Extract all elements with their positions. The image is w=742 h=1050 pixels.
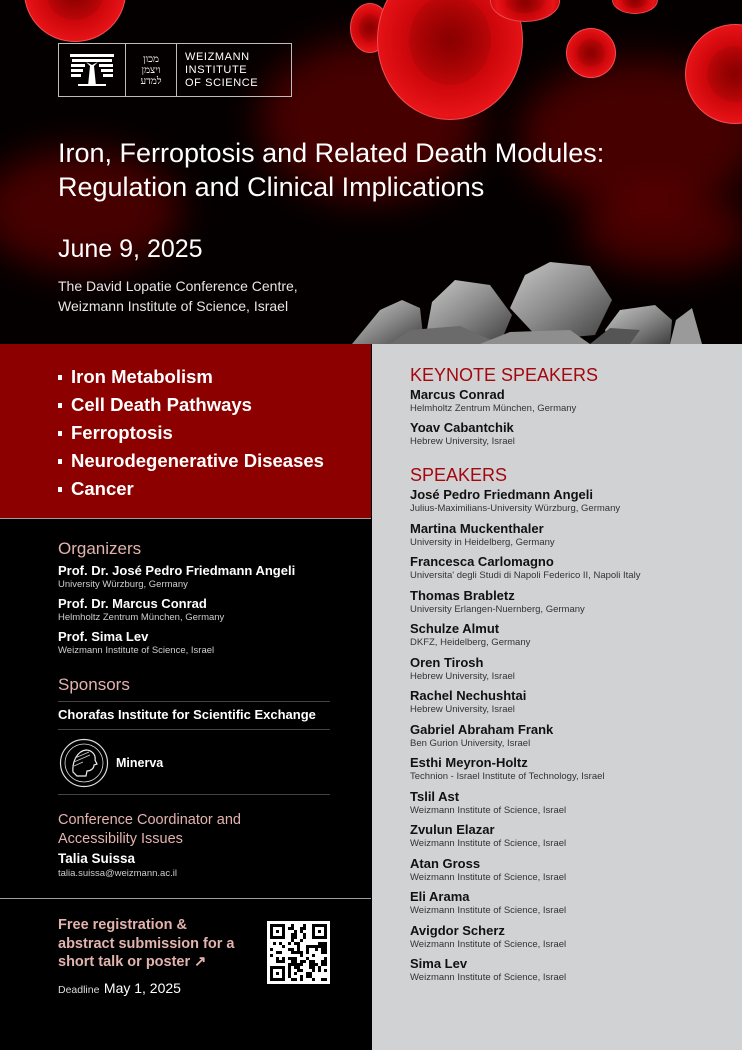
registration-link[interactable] — [58, 916, 258, 972]
sponsor-name: Chorafas Institute for Scientific Exchange — [58, 707, 316, 722]
deadline-label: Deadline — [58, 984, 100, 996]
registration-text: short talk or poster — [58, 954, 191, 970]
hebrew-wordmark — [126, 44, 177, 96]
speaker-name: Gabriel Abraham Frank — [410, 721, 554, 737]
speaker — [410, 889, 566, 916]
divider — [58, 701, 330, 702]
speakers-heading: SPEAKERS — [410, 465, 508, 485]
speaker — [410, 688, 526, 715]
wordmark-line: WEIZMANN — [185, 50, 250, 63]
divider — [58, 794, 330, 795]
tree-emblem-icon — [59, 44, 126, 96]
hebrew-line: ויצמן — [141, 64, 161, 76]
speaker-name: Yoav Cabantchik — [410, 420, 514, 435]
venue-line: The David Lopatie Conference Centre, — [58, 278, 298, 294]
speakers-column — [372, 344, 742, 1050]
speaker-affiliation: Weizmann Institute of Science, Israel — [410, 938, 567, 950]
topics-panel — [0, 344, 371, 518]
speaker-name: Esthi Meyron-Holtz — [410, 755, 528, 770]
speaker — [410, 588, 585, 615]
speaker-affiliation: Helmholtz Zentrum München, Germany — [410, 403, 577, 414]
hero-banner — [0, 0, 742, 344]
speaker-name: Eli Arama — [410, 889, 470, 904]
speaker-name: Avigdor Scherz — [410, 922, 505, 938]
speaker-affiliation: Weizmann Institute of Science, Israel — [410, 905, 567, 916]
speaker — [410, 521, 555, 548]
speaker-affiliation: Weizmann Institute of Science, Israel — [410, 838, 567, 849]
coordinator-heading — [58, 811, 241, 848]
topic-item: Cell Death Pathways — [58, 391, 371, 419]
organizer-affiliation: Helmholtz Zentrum München, Germany — [58, 612, 225, 623]
speaker-name: Schulze Almut — [410, 621, 500, 636]
speaker-affiliation: Weizmann Institute of Science, Israel — [410, 972, 567, 983]
speaker — [410, 923, 566, 950]
wordmark-line: INSTITUTE — [185, 63, 248, 76]
speaker-name: Zvulun Elazar — [410, 822, 495, 837]
speaker — [410, 655, 515, 682]
speaker-affiliation: Technion - Israel Institute of Technology, Israel — [410, 771, 605, 782]
speaker-affiliation: DKFZ, Heidelberg, Germany — [410, 637, 531, 648]
iron-ore-rocks — [340, 240, 740, 344]
keynote-speaker — [410, 420, 515, 447]
speaker-affiliation: Hebrew University, Israel — [410, 704, 515, 715]
conference-title — [58, 136, 738, 204]
topic-item: Neurodegenerative Diseases — [58, 447, 371, 475]
speaker-name: Oren Tirosh — [410, 654, 484, 670]
speaker — [410, 621, 530, 648]
blood-cell — [566, 28, 616, 78]
deadline-date: May 1, 2025 — [103, 980, 181, 996]
coordinator-email[interactable]: talia.suissa@weizmann.ac.il — [58, 868, 177, 879]
arrow-up-right-icon: ↗ — [194, 954, 207, 970]
speaker-affiliation: Weizmann Institute of Science, Israel — [410, 871, 567, 883]
blood-cell — [612, 0, 658, 14]
wordmark-line: OF SCIENCE — [185, 76, 259, 89]
speaker-affiliation: University Erlangen-Nuernberg, Germany — [410, 603, 585, 615]
speaker-name: Tslil Ast — [410, 788, 460, 804]
title-line: Iron, Ferroptosis and Related Death Modules: — [58, 138, 605, 168]
coordinator-name: Talia Suissa — [58, 851, 136, 866]
organizers-heading: Organizers — [58, 539, 142, 558]
registration-line: abstract submission for a — [58, 935, 235, 952]
speaker-name: Thomas Brabletz — [410, 587, 515, 603]
deadline — [58, 980, 181, 998]
speaker-affiliation: Weizmann Institute of Science, Israel — [410, 804, 567, 816]
organizer-name: Prof. Sima Lev — [58, 629, 149, 644]
speaker — [410, 789, 566, 816]
topic-item: Ferroptosis — [58, 419, 371, 447]
organizer-name: Prof. Dr. José Pedro Friedmann Angeli — [58, 563, 296, 578]
topic-item: Iron Metabolism — [58, 363, 371, 391]
speaker-name: Rachel Nechushtai — [410, 688, 527, 703]
speaker-affiliation: Universita' degli Studi di Napoli Federico II, Napoli Italy — [410, 570, 641, 581]
blood-cell — [24, 0, 126, 42]
speaker — [410, 722, 553, 749]
organizer-affiliation: University Würzburg, Germany — [58, 579, 188, 590]
sponsor-name: Minerva — [116, 756, 164, 770]
title-line: Regulation and Clinical Implications — [58, 172, 485, 202]
institute-wordmark — [177, 44, 258, 96]
speaker-name: Francesca Carlomagno — [410, 554, 554, 569]
venue — [58, 276, 298, 316]
speaker — [410, 956, 566, 983]
hebrew-line: מכון — [143, 53, 159, 65]
minerva-seal-icon — [59, 738, 109, 788]
registration-qr-code[interactable] — [267, 921, 330, 984]
speaker-name: Marcus Conrad — [410, 387, 505, 402]
keynote-speaker — [410, 387, 576, 414]
speaker-affiliation: Hebrew University, Israel — [410, 436, 515, 447]
speaker — [410, 755, 605, 782]
hebrew-line: למדע — [140, 75, 162, 87]
speaker — [410, 487, 620, 514]
keynote-heading: KEYNOTE SPEAKERS — [410, 365, 599, 385]
registration-line: Free registration & — [58, 917, 187, 933]
venue-line: Weizmann Institute of Science, Israel — [58, 298, 289, 314]
coordinator-heading-line: Accessibility Issues — [58, 830, 183, 847]
speaker — [410, 856, 566, 883]
sponsors-heading: Sponsors — [58, 675, 130, 694]
registration-line-3 — [58, 953, 258, 972]
speaker-name: José Pedro Friedmann Angeli — [410, 487, 594, 502]
conference-date: June 9, 2025 — [58, 235, 203, 263]
speaker — [410, 822, 566, 849]
speaker-affiliation: Ben Gurion University, Israel — [410, 737, 531, 749]
speaker-name: Martina Muckenthaler — [410, 520, 544, 536]
speaker-name: Sima Lev — [410, 956, 468, 971]
topics-list — [0, 344, 371, 503]
weizmann-logo — [58, 43, 292, 97]
coordinator-heading-line: Conference Coordinator and — [58, 812, 241, 828]
topic-item: Cancer — [58, 475, 371, 503]
speaker-affiliation: University in Heidelberg, Germany — [410, 536, 555, 548]
organizer-name: Prof. Dr. Marcus Conrad — [58, 596, 207, 611]
section-divider — [0, 898, 371, 899]
speaker — [410, 554, 640, 581]
speaker-affiliation: Julius-Maximilians-University Würzburg, Germany — [410, 503, 621, 514]
organizer-affiliation: Weizmann Institute of Science, Israel — [58, 645, 215, 656]
divider — [58, 729, 330, 730]
speaker-affiliation: Hebrew University, Israel — [410, 670, 515, 682]
speaker-name: Atan Gross — [410, 855, 481, 871]
